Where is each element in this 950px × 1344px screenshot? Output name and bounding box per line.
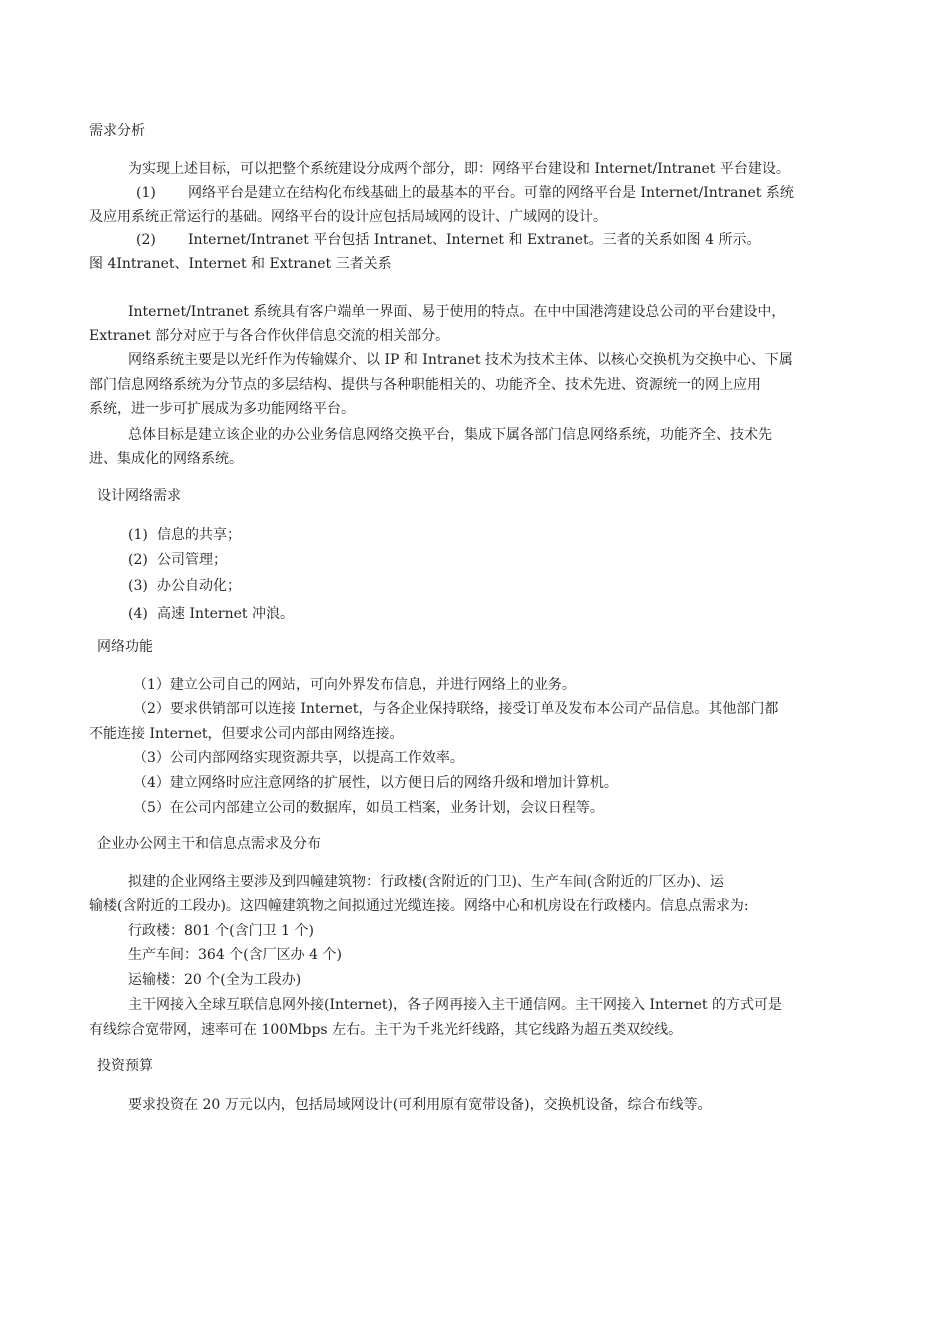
list-item: 办公自动化； [157,578,241,594]
item-text: 及应用系统正常运行的基础。网络平台的设计应包括局域网的设计、广域网的设计。 [89,209,607,225]
paragraph-line: 主干网接入全球互联信息网外接(Internet)，各子网再接入主干通信网。主干网接入 Internet 的方式可是 [128,997,782,1013]
figure-caption: 图 4Intranet、Internet 和 Extranet 三者关系 [89,256,392,272]
list-item: 高速 Internet 冲浪。 [157,606,294,622]
paragraph-line: 要求投资在 20 万元以内，包括局域网设计(可利用原有宽带设备)，交换机设备，综合布线等。 [128,1097,712,1113]
list-number: (3) [128,578,148,594]
list-item: （3）公司内部网络实现资源共享，以提高工作效率。 [133,750,464,766]
list-number: (1) [128,527,148,543]
list-item: （2）要求供销部可以连接 Internet，与各企业保持联络，接受订单及发布本公司产品信息。其他部门都 [133,701,779,717]
paragraph-line: Internet/Intranet 系统具有客户端单一界面、易于使用的特点。在中中国港湾建设总公司的平台建设中， [128,304,786,320]
paragraph-line: 输楼(含附近的工段办)。这四幢建筑物之间拟通过光缆连接。网络中心和机房设在行政楼内。信息点需求为: [89,898,749,914]
list-item: （1）建立公司自己的网站，可向外界发布信息，并进行网络上的业务。 [133,677,576,693]
paragraph-line: 网络系统主要是以光纤作为传输媒介、以 IP 和 Intranet 技术为技术主体、以核心交换机为交换中心、下属 [128,352,793,368]
paragraph-line: 部门信息网络系统为分节点的多层结构、提供与各种职能相关的、功能齐全、技术先进、资源统一的网上应用 [89,377,761,393]
list-item: （5）在公司内部建立公司的数据库，如员工档案，业务计划，会议日程等。 [133,800,604,816]
section-heading-requirements: 需求分析 [89,123,145,139]
item-number: (2) [136,232,156,248]
section-heading-functions: 网络功能 [97,639,153,655]
item-text: 网络平台是建立在结构化布线基础上的最基本的平台。可靠的网络平台是 Internet/Intranet 系统 [188,185,794,201]
item-number: (1) [136,185,156,201]
paragraph-line: Extranet 部分对应于与各合作伙伴信息交流的相关部分。 [89,328,450,344]
item-text: Internet/Intranet 平台包括 Intranet、Internet 和 Extranet。三者的关系如图 4 所示。 [188,232,761,248]
paragraph-line: 总体目标是建立该企业的办公业务信息网络交换平台，集成下属各部门信息网络系统，功能齐全、技术先 [128,427,772,443]
paragraph-line: 有线综合宽带网，速率可在 100Mbps 左右。主干为千兆光纤线路，其它线路为超五类双绞线。 [89,1022,683,1038]
section-heading-backbone: 企业办公网主干和信息点需求及分布 [97,836,321,852]
list-number: (2) [128,552,148,568]
list-item: 公司管理； [157,552,227,568]
intro-paragraph: 为实现上述目标，可以把整个系统建设分成两个部分，即：网络平台建设和 Internet/Intranet 平台建设。 [128,161,790,177]
list-number: (4) [128,606,148,622]
list-item: 不能连接 Internet，但要求公司内部由网络连接。 [89,726,404,742]
list-item: 信息的共享； [157,527,241,543]
list-item: （4）建立网络时应注意网络的扩展性，以方便日后的网络升级和增加计算机。 [133,775,618,791]
paragraph-line: 拟建的企业网络主要涉及到四幢建筑物：行政楼(含附近的门卫)、生产车间(含附近的厂区办)、运 [128,874,724,890]
section-heading-budget: 投资预算 [97,1058,153,1074]
building-count: 运输楼：20 个(全为工段办) [128,972,302,988]
paragraph-line: 进、集成化的网络系统。 [89,451,243,467]
paragraph-line: 系统，进一步可扩展成为多功能网络平台。 [89,401,355,417]
building-count: 行政楼：801 个(含门卫 1 个) [128,923,314,939]
building-count: 生产车间：364 个(含厂区办 4 个) [128,947,342,963]
section-heading-design: 设计网络需求 [97,488,181,504]
